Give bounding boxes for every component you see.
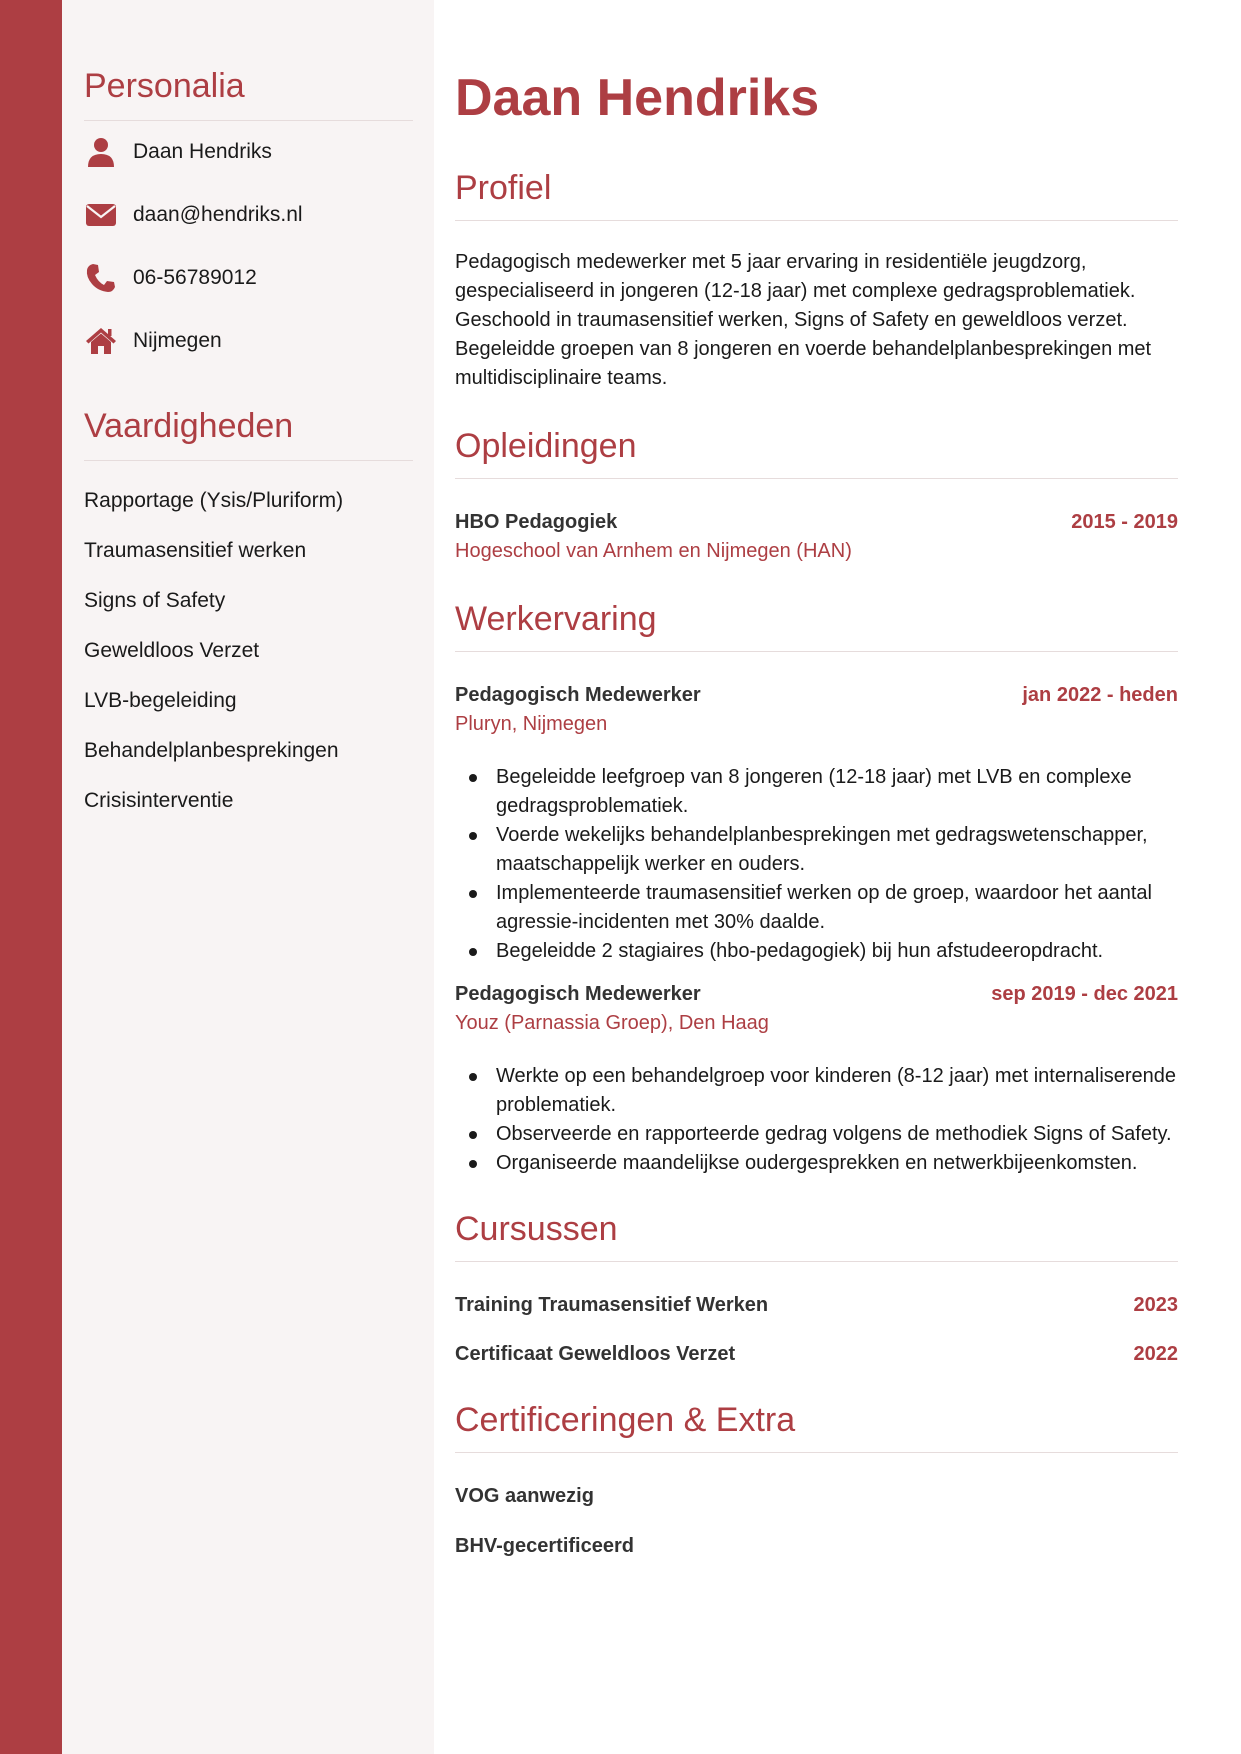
candidate-name: Daan Hendriks bbox=[455, 69, 820, 127]
courses-divider bbox=[455, 1261, 1178, 1262]
experience-heading: Werkervaring bbox=[455, 600, 657, 638]
courses-section bbox=[455, 1209, 1178, 1369]
home-icon bbox=[84, 324, 118, 358]
job-date: sep 2019 - dec 2021 bbox=[991, 983, 1178, 1005]
contact-city-row bbox=[84, 324, 413, 358]
extra-item: VOG aanwezig bbox=[455, 1485, 594, 1507]
education-section bbox=[455, 426, 1178, 566]
accent-bar bbox=[0, 0, 62, 1754]
main-content bbox=[434, 0, 1241, 1754]
skills-divider bbox=[84, 460, 413, 461]
extra-item: BHV-gecertificeerd bbox=[455, 1535, 634, 1557]
skills-heading: Vaardigheden bbox=[84, 407, 294, 445]
contact-email[interactable]: daan@hendriks.nl bbox=[133, 203, 303, 226]
skill-item: Traumasensitief werken bbox=[84, 539, 307, 562]
skill-item: Rapportage (Ysis/Pluriform) bbox=[84, 489, 344, 512]
profile-text: Pedagogisch medewerker met 5 jaar ervaring in residentiële jeugdzorg, gespecialiseerd in jongeren (12-18 jaar) met complexe gedragsproblematiek. Geschoold in traumasensitief werken, Signs of Safety en geweldloos verzet. Begeleidde groepen van 8 jongeren en voerde behandelplanbesprekingen met multidisciplinaire teams. bbox=[455, 251, 1152, 389]
course-row bbox=[455, 1340, 1178, 1369]
job-bullets bbox=[455, 763, 1178, 966]
extra-heading: Certificeringen & Extra bbox=[455, 1401, 796, 1439]
extra-divider bbox=[455, 1452, 1178, 1453]
job-bullet: Implementeerde traumasensitief werken op de groep, waardoor het aantal agressie-incidenten met 30% daalde. bbox=[465, 879, 1178, 937]
job-title: Pedagogisch Medewerker bbox=[455, 983, 701, 1005]
experience-section bbox=[455, 599, 1178, 1178]
contact-city: Nijmegen bbox=[133, 329, 222, 352]
profile-heading: Profiel bbox=[455, 169, 552, 207]
experience-divider bbox=[455, 651, 1178, 652]
envelope-icon bbox=[84, 198, 118, 232]
education-title: HBO Pedagogiek bbox=[455, 511, 618, 533]
education-heading: Opleidingen bbox=[455, 427, 637, 465]
course-year: 2023 bbox=[1133, 1294, 1178, 1316]
job-bullets bbox=[455, 1062, 1178, 1178]
courses-heading: Cursussen bbox=[455, 1210, 618, 1248]
contact-phone-row bbox=[84, 261, 413, 295]
skill-list bbox=[84, 489, 413, 813]
education-org: Hogeschool van Arnhem en Nijmegen (HAN) bbox=[455, 540, 852, 562]
education-date: 2015 - 2019 bbox=[1071, 511, 1178, 533]
contact-list bbox=[84, 135, 413, 358]
experience-entry bbox=[455, 681, 1178, 966]
skill-item: Behandelplanbesprekingen bbox=[84, 739, 339, 762]
skill-item: Signs of Safety bbox=[84, 589, 226, 612]
job-bullet: Organiseerde maandelijkse oudergesprekken en netwerkbijeenkomsten. bbox=[465, 1149, 1178, 1178]
profile-divider bbox=[455, 220, 1178, 221]
extra-section bbox=[455, 1400, 1178, 1561]
personalia-heading: Personalia bbox=[84, 67, 245, 105]
job-org: Pluryn, Nijmegen bbox=[455, 713, 608, 735]
job-date: jan 2022 - heden bbox=[1022, 684, 1178, 706]
education-entry bbox=[455, 508, 1178, 566]
job-org: Youz (Parnassia Groep), Den Haag bbox=[455, 1012, 769, 1034]
job-bullet: Voerde wekelijks behandelplanbesprekingen met gedragswetenschapper, maatschappelijk werker en ouders. bbox=[465, 821, 1178, 879]
profile-section bbox=[455, 168, 1178, 393]
job-bullet: Begeleidde leefgroep van 8 jongeren (12-18 jaar) met LVB en complexe gedragsproblematiek. bbox=[465, 763, 1178, 821]
course-row bbox=[455, 1291, 1178, 1320]
experience-entry bbox=[455, 980, 1178, 1178]
course-title: Training Traumasensitief Werken bbox=[455, 1294, 769, 1316]
job-bullet: Begeleidde 2 stagiaires (hbo-pedagogiek) bij hun afstudeeropdracht. bbox=[465, 937, 1178, 966]
phone-icon bbox=[84, 261, 118, 295]
skill-item: Crisisinterventie bbox=[84, 789, 234, 812]
course-year: 2022 bbox=[1133, 1343, 1178, 1365]
contact-phone[interactable]: 06-56789012 bbox=[133, 266, 257, 289]
contact-name: Daan Hendriks bbox=[133, 140, 272, 163]
education-divider bbox=[455, 478, 1178, 479]
contact-email-row bbox=[84, 198, 413, 232]
user-icon bbox=[84, 135, 118, 169]
skill-item: LVB-begeleiding bbox=[84, 689, 237, 712]
sidebar bbox=[62, 0, 434, 1754]
personalia-divider bbox=[84, 120, 413, 121]
course-title: Certificaat Geweldloos Verzet bbox=[455, 1343, 736, 1365]
job-title: Pedagogisch Medewerker bbox=[455, 684, 701, 706]
job-bullet: Werkte op een behandelgroep voor kinderen (8-12 jaar) met internaliserende problematiek. bbox=[465, 1062, 1178, 1120]
skill-item: Geweldloos Verzet bbox=[84, 639, 260, 662]
job-bullet: Observeerde en rapporteerde gedrag volgens de methodiek Signs of Safety. bbox=[465, 1120, 1178, 1149]
contact-name-row bbox=[84, 135, 413, 169]
